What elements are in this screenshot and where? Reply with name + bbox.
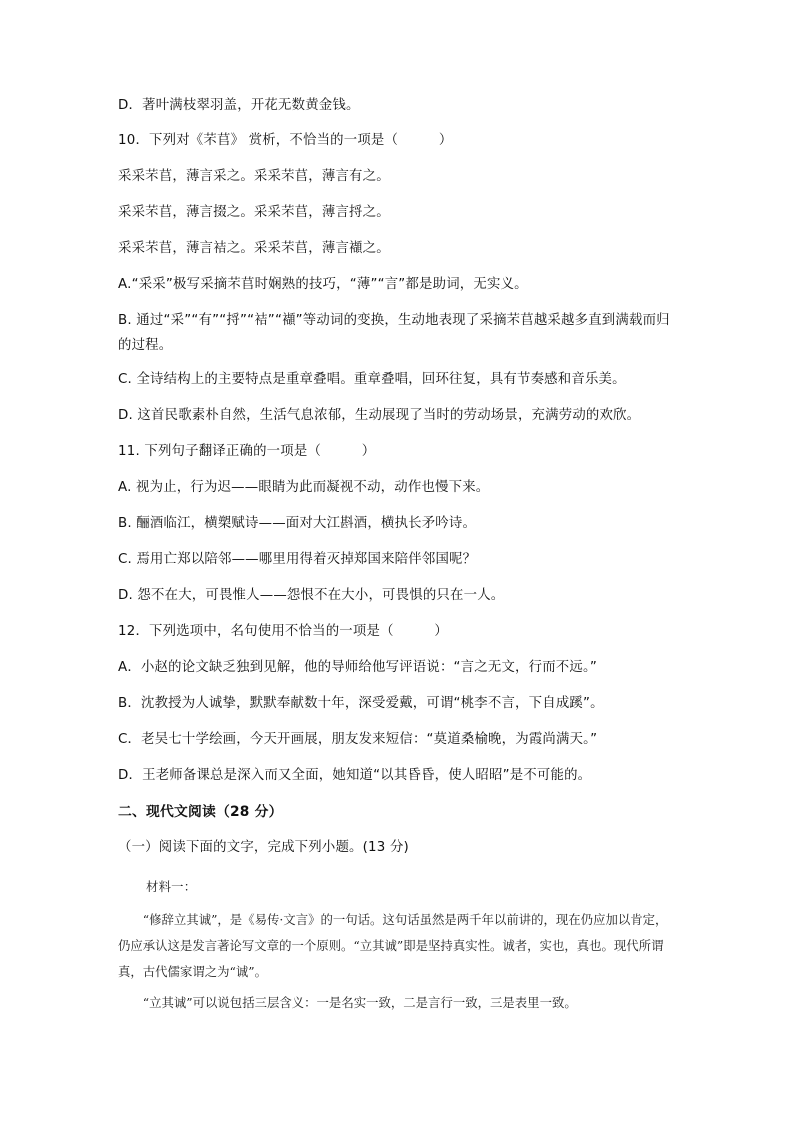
subsection-heading: （一）阅读下面的文字，完成下列小题。(13 分) — [118, 840, 409, 855]
question-12: 12．下列选项中，名句使用不恰当的一项是（ ） — [118, 624, 449, 639]
option-b-q11: B. 酾酒临江，横槊赋诗——面对大江斟酒，横执长矛吟诗。 — [118, 516, 477, 531]
question-11: 11. 下列句子翻译正确的一项是（ ） — [118, 444, 376, 459]
poem-line-3: 采采芣苢，薄言袺之。采采芣苢，薄言襭之。 — [118, 241, 390, 256]
option-a-q10: A.“采采”极写采摘芣苢时娴熟的技巧，“薄”“言”都是助词，无实义。 — [118, 277, 528, 292]
material-label: 材料一： — [146, 879, 197, 894]
option-a-q11: A. 视为止，行为迟——眼睛为此而凝视不动，动作也慢下来。 — [118, 480, 490, 495]
option-c-q11: C. 焉用亡郑以陪邻——哪里用得着灭掉郑国来陪伴邻国呢？ — [118, 552, 477, 567]
poem-line-1: 采采芣苢，薄言采之。采采芣苢，薄言有之。 — [118, 169, 390, 184]
option-d-q9: D．著叶满枝翠羽盖，开花无数黄金钱。 — [118, 98, 360, 113]
option-c-q12: C．老吴七十学绘画，今天开画展，朋友发来短信：“莫道桑榆晚，为霞尚满天。” — [118, 732, 598, 747]
question-10: 10．下列对《芣苢》 赏析，不恰当的一项是（ ） — [118, 133, 453, 148]
option-d-q12: D．王老师备课总是深入而又全面，她知道“以其昏昏，使人昭昭”是不可能的。 — [118, 768, 592, 783]
option-d-q10: D. 这首民歌素朴自然，生活气息浓郁，生动展现了当时的劳动场景，充满劳动的欢欣。 — [118, 408, 641, 423]
option-b-q12: B．沈教授为人诚挚，默默奉献数十年，深受爱戴，可谓“桃李不言，下自成蹊”。 — [118, 696, 604, 711]
option-d-q11: D. 怨不在大，可畏惟人——怨恨不在大小，可畏惧的只在一人。 — [118, 588, 505, 603]
material-paragraph-2: “立其诚”可以说包括三层含义：一是名实一致，二是言行一致，三是表里一致。 — [142, 995, 577, 1010]
section-heading: 二、现代文阅读（28 分） — [118, 804, 283, 820]
option-b-q10: B. 通过“采”“有”“捋”“袺”“襭”等动词的变换，生动地表现了采摘芣苢越采越多直到满载而归的过程。 — [118, 313, 670, 353]
poem-line-2: 采采芣苢，薄言掇之。采采芣苢，薄言捋之。 — [118, 205, 390, 220]
material-paragraph-1: “修辞立其诚”，是《易传·文言》的一句话。这句话虽然是两千年以前讲的，现在仍应加以肯定，仍应承认这是发言著论写文章的一个原则。“立其诚”即是坚持真实性。诚者，实也，真也。现代所谓真，古代儒家谓之为“诚”。 — [118, 912, 668, 979]
option-a-q12: A．小赵的论文缺乏独到见解，他的导师给他写评语说：“言之无文，行而不远。” — [118, 660, 598, 675]
option-c-q10: C. 全诗结构上的主要特点是重章叠唱。重章叠唱，回环往复，具有节奏感和音乐美。 — [118, 372, 626, 387]
